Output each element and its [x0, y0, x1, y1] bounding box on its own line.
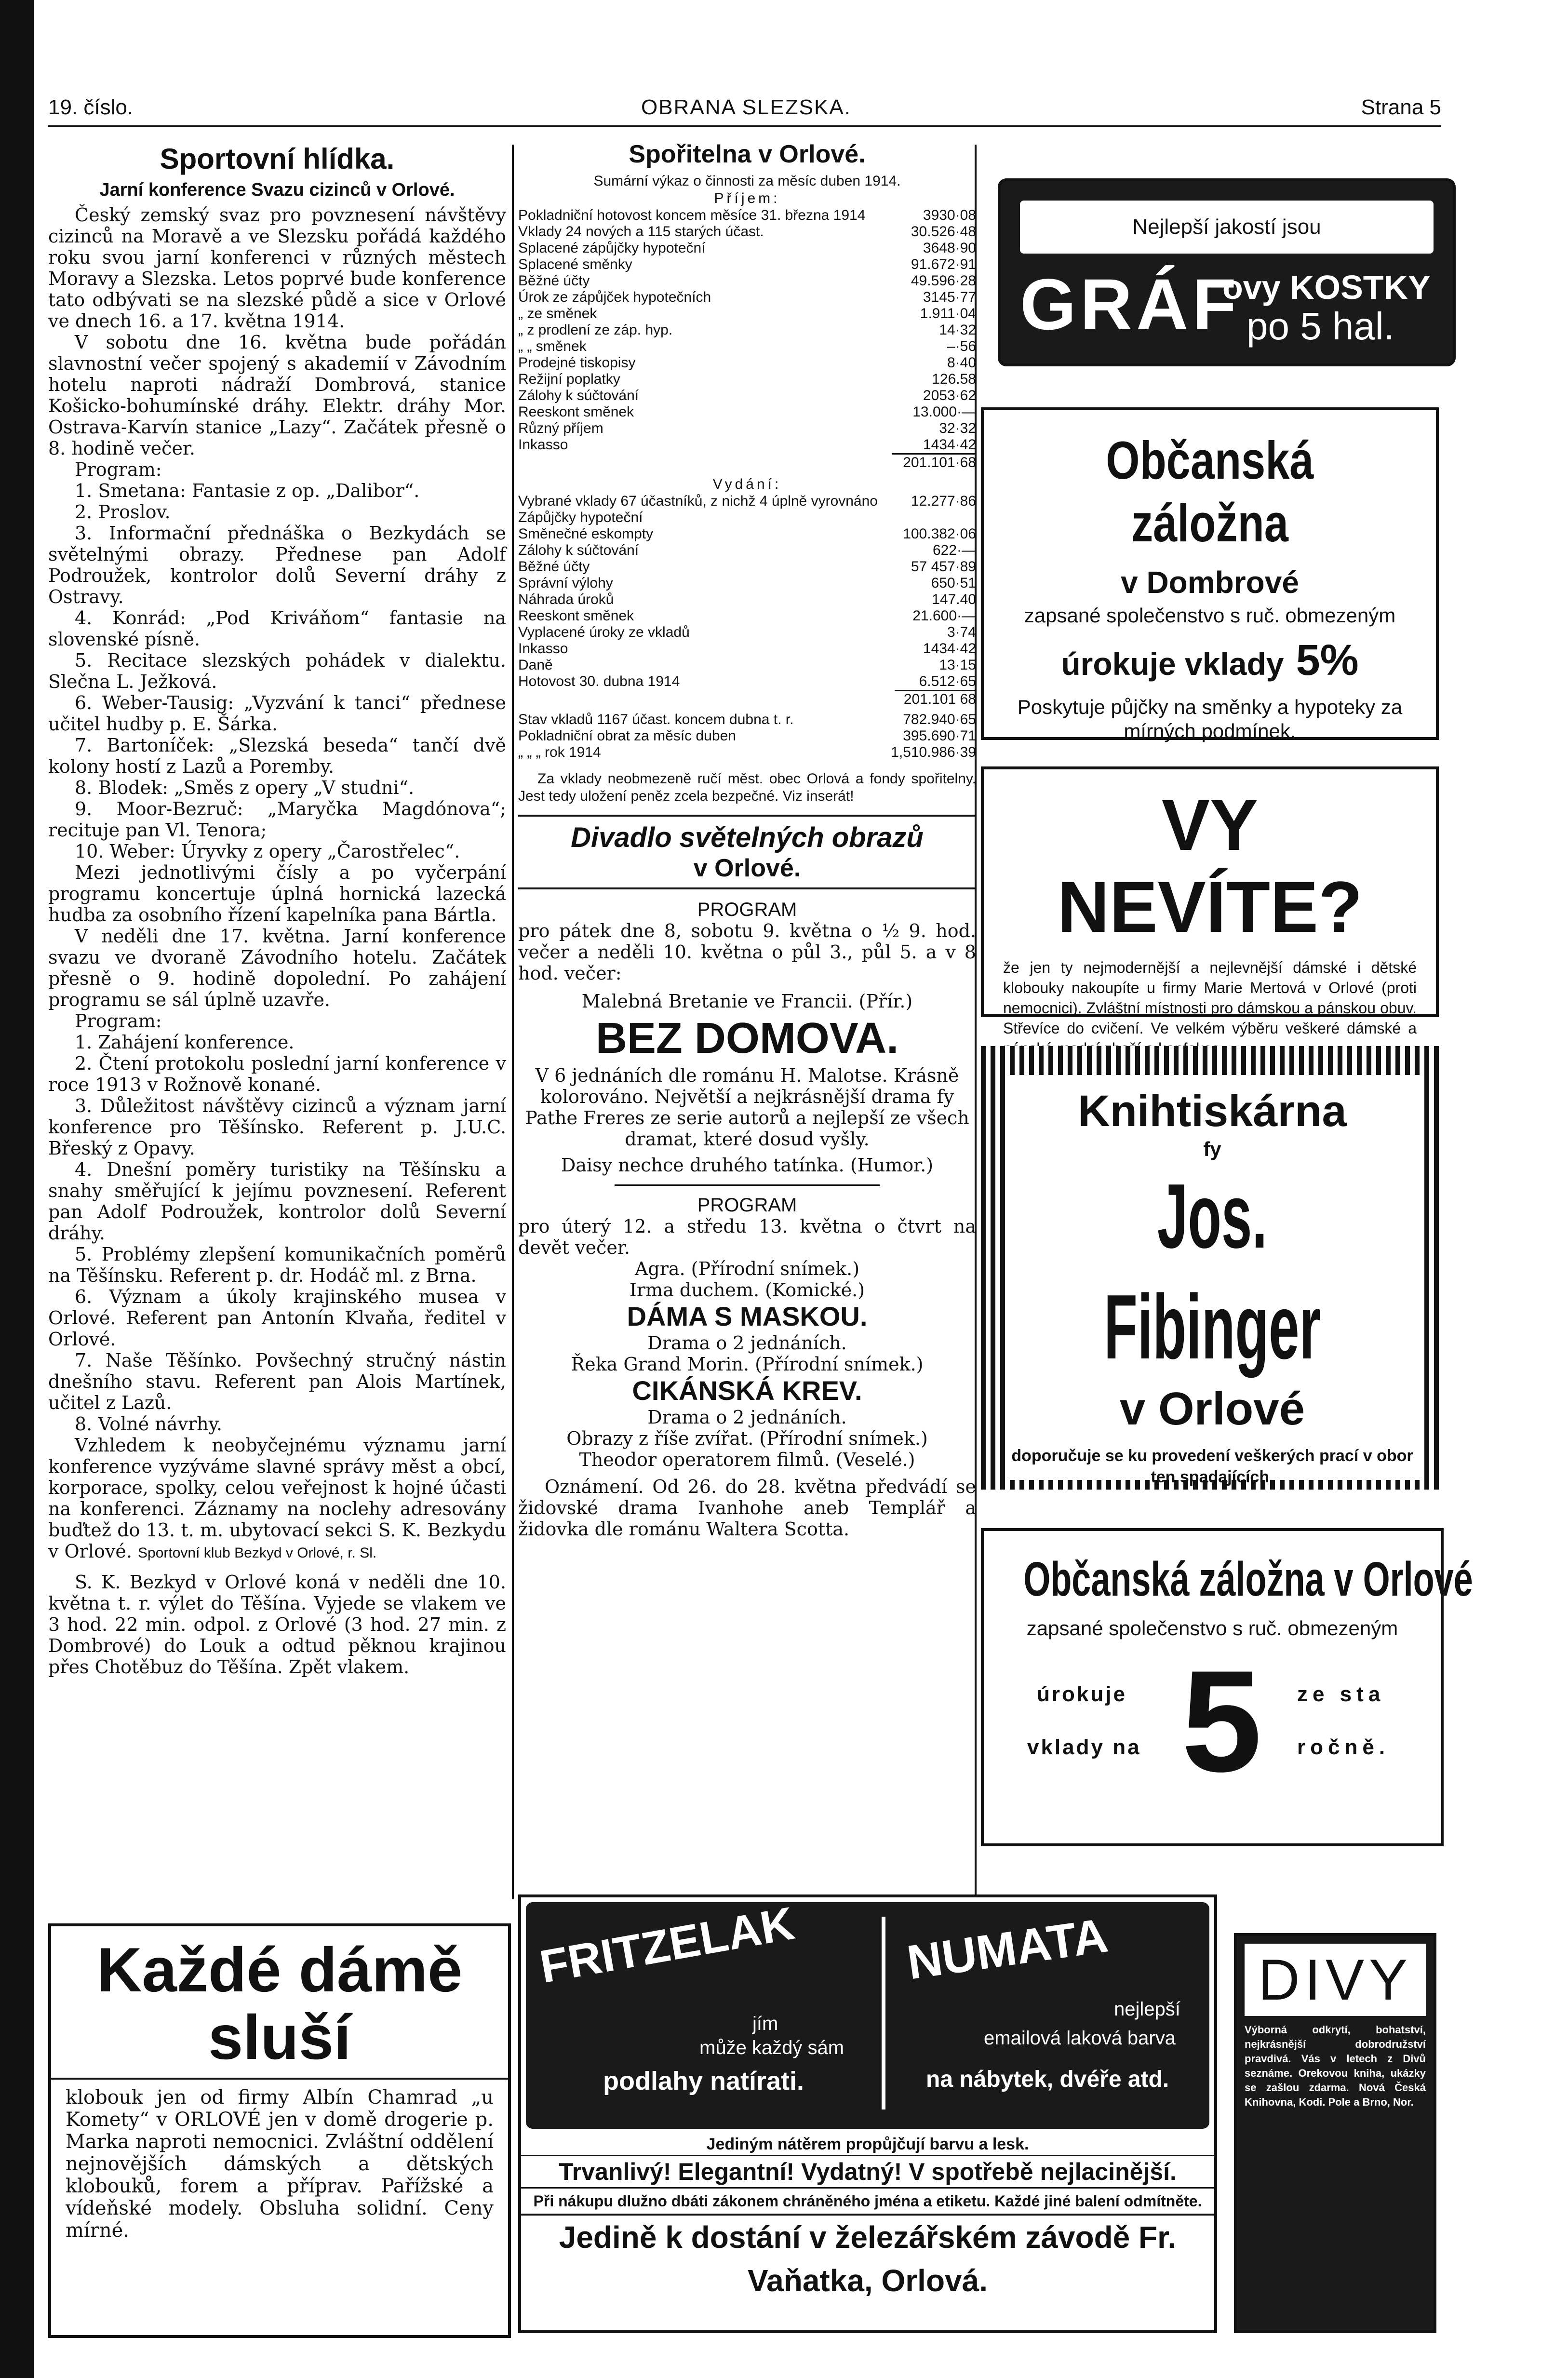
program-item: 6. Weber-Tausig: „Vyzvání k tanci“ přednese učitel hudby p. E. Šárka.	[48, 692, 506, 735]
program-item: 2. Proslov.	[75, 501, 171, 523]
table-row	[518, 559, 976, 575]
row-label: Splacené směnky	[518, 256, 632, 272]
cinema-item: Obrazy z říše zvířat. (Přírodní snímek.)	[566, 1428, 928, 1449]
fritzelak-brand: FRITZELAK	[536, 1897, 798, 1993]
page-number: Strana 5	[1361, 95, 1441, 119]
ad-fritzelak	[518, 1894, 1217, 2333]
table-row	[518, 493, 976, 510]
row-value: 12.277·86	[911, 493, 976, 509]
film-feature: DÁMA S MASKOU.	[627, 1301, 868, 1331]
numata-text: emailová laková barva	[984, 2028, 1176, 2049]
cinema-item: Malebná Bretanie ve Francii. (Přír.)	[581, 991, 913, 1012]
row-label: Vyplacené úroky ze vkladů	[518, 624, 690, 640]
row-label: Reeskont směnek	[518, 404, 634, 420]
sport-paragraph: V sobotu dne 16. května bude pořádán slavnostní večer spojený s akademií v Závodním hotelu naproti nádraží Dombrová, stanice Košicko-bohumínské dráhy. Elektr. dráhy Mor. Ostrava-Karvín stanice „Lazy“. Začátek přesně o 8. hodině večer.	[48, 332, 506, 459]
row-label: Vklady 24 nových a 115 starých účast.	[518, 224, 764, 240]
table-row	[518, 404, 976, 420]
zalozna-name: Občanská záložna v Orlové	[1023, 1552, 1473, 1606]
cinema-announcement: Oznámení. Od 26. do 28. května předvádí se židovské drama Ivanhohe aneb Templář a židovka dle románu Waltera Scotta.	[518, 1476, 976, 1540]
row-value: 57 457·89	[911, 559, 976, 575]
table-row	[518, 322, 976, 338]
row-label: Úrok ze zápůjček hypotečních	[518, 289, 711, 305]
program-item: 7. Naše Těšínko. Povšechný stručný nástin dnešního stavu. Referent pan Alois Martínek, učitel z Lazů.	[48, 1350, 506, 1413]
cinema-item: Daisy nechce druhého tatínka. (Humor.)	[561, 1155, 934, 1176]
film-description: V 6 jednáních dle románu H. Malotse. Krásně kolorováno. Největší a nejkrásnější drama fy Pathe Freres ze serie autorů a nejlepší ze všech dramat, které dosud vyšly.	[525, 1065, 969, 1150]
row-label: Hotovost 30. dubna 1914	[518, 673, 680, 689]
fibinger-fy: fy	[1203, 1138, 1221, 1160]
sport-paragraph	[48, 1435, 506, 1562]
ad-nevite	[981, 766, 1439, 1037]
row-value: 49.596·28	[911, 273, 976, 289]
ad-headline: Každé dámě	[96, 1935, 463, 2005]
table-row	[518, 624, 976, 641]
graf-suffix: ovy KOSTKY	[1222, 269, 1431, 306]
zalozna-rate-label: ročně.	[1297, 1735, 1390, 1759]
program-item: 3. Informační přednáška o Bezkydách se světelnými obrazy. Přednese pan Adolf Podroužek, kontrolor dolů Severní dráhy z Ostravy.	[48, 523, 506, 607]
row-label: Splacené zápůjčky hypoteční	[518, 240, 706, 256]
row-value: 2053·62	[923, 388, 976, 403]
row-label: Směnečné eskompty	[518, 526, 654, 542]
graf-price: po 5 hal.	[1246, 305, 1394, 348]
zalozna-line: zapsané společenstvo s ruč. obmezeným	[1024, 604, 1396, 627]
table-row	[518, 273, 976, 289]
table-row	[518, 420, 976, 437]
table-row	[518, 240, 976, 256]
graf-top: Nejlepší jakostí jsou	[1020, 201, 1434, 254]
program-label: PROGRAM	[697, 1195, 797, 1216]
income-label: Příjem:	[714, 190, 780, 206]
row-label: Pokladniční obrat za měsíc duben	[518, 728, 736, 744]
sport-subtitle: Jarní konference Svazu cizinců v Orlové.	[99, 180, 455, 200]
program-item: 1. Smetana: Fantasie z op. „Dalibor“.	[75, 480, 420, 501]
table-row	[518, 657, 976, 673]
row-value: 6.512·65	[919, 673, 976, 689]
table-row	[518, 256, 976, 273]
appeal-text: Vzhledem k neobyčejnému významu jarní konference vyzýváme slavné správy měst a obcí, korporace, spolky, celou veřejnost k hojné účasti na konferenci. Záznamy na noclehy adresovány buďtež do 13. t. m. ubytovací sekci S. K. Bezkydu v Orlové.	[48, 1435, 506, 1562]
nevite-body: že jen ty nejmodernější a nejlevnější dámské i dětské klobouky nakoupíte u firmy Marie Mertová v Orlové (proti nemocnici). Zvláštní místnosti pro dámskou a pánskou obuv. Střevíce do cvičení. Ve velkém výběru veškeré dámské a	[1003, 959, 1417, 1037]
row-value: 21.600·—	[912, 608, 976, 624]
summary-table	[518, 712, 976, 761]
film-feature: BEZ DOMOVA.	[595, 1014, 899, 1062]
expense-table	[518, 493, 976, 708]
fritzelak-line: Trvanlivý! Elegantní! Vydatný! V spotřebě nejlacinější.	[521, 2155, 1214, 2189]
table-row	[518, 371, 976, 388]
row-label: Náhrada úroků	[518, 591, 614, 607]
program-item: 3. Důležitost návštěvy cizinců a význam jarní konference pro Těšínsko. Referent p. J.U.C. Břeský z Opavy.	[48, 1095, 506, 1159]
row-value: 91.672·91	[911, 256, 976, 272]
table-row	[518, 207, 976, 224]
program-item: 9. Moor-Bezruč: „Maryčka Magdónova“; recituje pan Vl. Tenora;	[48, 798, 506, 841]
program-item: 4. Dnešní poměry turistiky na Těšínsku a snahy směřující k jejímu povznesení. Referent pan Adolf Podroužek, kontrolor dolů Severní dráhy.	[48, 1159, 506, 1244]
row-value: 3145·77	[923, 289, 976, 305]
scan-edge	[0, 0, 34, 2378]
zalozna-rate: 5%	[1296, 636, 1359, 685]
table-row	[518, 673, 976, 691]
cinema-item: Řeka Grand Morin. (Přírodní snímek.)	[571, 1354, 924, 1375]
row-label: Reeskont směnek	[518, 608, 634, 624]
zalozna-rate: 5	[1181, 1640, 1262, 1802]
row-label: „ „ „ rok 1914	[518, 744, 601, 760]
program-item: 8. Volné návrhy.	[75, 1413, 223, 1435]
savings-title: Spořitelna v Orlové.	[629, 140, 866, 168]
row-label: „ „ směnek	[518, 338, 587, 354]
expense-total: 201.101 68	[895, 691, 976, 708]
table-row	[518, 437, 976, 454]
cinema-item: Theodor operatorem filmů. (Veselé.)	[579, 1449, 915, 1470]
program-label: Program:	[75, 1010, 162, 1032]
row-value: 13.000·—	[912, 404, 976, 420]
ad-zalozna-dombrova	[981, 407, 1439, 740]
film-feature: CIKÁNSKÁ KREV.	[632, 1375, 862, 1406]
divy-title: DIVY	[1245, 1944, 1426, 2016]
row-label: Zálohy k súčtování	[518, 542, 639, 558]
row-value	[895, 510, 976, 526]
row-value: 3·74	[947, 624, 976, 640]
sport-title: Sportovní hlídka.	[160, 143, 395, 175]
fritzelak-text: jím	[752, 2013, 778, 2034]
table-row	[518, 744, 976, 761]
program-label: PROGRAM	[697, 899, 797, 920]
table-row	[518, 728, 976, 744]
table-row	[518, 575, 976, 591]
row-label: Vybrané vklady 67 účastníků, z nichž 4 úplně vyrovnáno	[518, 493, 878, 509]
sport-paragraph: S. K. Bezkyd v Orlové koná v neděli dne 10. května t. r. výlet do Těšína. Vyjede se vlakem ve 3 hod. 22 min. odpol. z Orlové (3 hod. 27 min. z Dombrové) do Louk a odtud pěknou krajinou přes Chotěbuz do Těšína. Zpět vlakem.	[48, 1572, 506, 1678]
sport-paragraph: Mezi jednotlivými čísly a po vyčerpání programu koncertuje úplná hornická lazecká hudba za osobního řízení kapelníka pana Bártla.	[48, 862, 506, 926]
page-header	[48, 92, 1441, 127]
table-row	[518, 510, 976, 526]
row-value: 147.40	[932, 591, 976, 607]
table-row	[518, 355, 976, 371]
program-item: 1. Zahájení konference.	[75, 1032, 295, 1053]
graf-brand: GRÁF	[1020, 264, 1240, 345]
savings-note: Za vklady neobmezeně ručí měst. obec Orlová a fondy spořitelny. Jest tedy uložení peněz zcela bezpečné. Viz inserát!	[518, 771, 976, 804]
fritzelak-line: Jedině k dostání v železářském závodě Fr. Vaňatka, Orlová.	[521, 2214, 1214, 2302]
program-item: 5. Problémy zlepšení komunikačních poměrů na Těšínsku. Referent p. dr. Hodáč ml. z Brna.	[48, 1244, 506, 1286]
zalozna-place: v Dombrové	[1121, 565, 1299, 600]
row-label: Zálohy k súčtování	[518, 388, 639, 403]
row-label: Běžné účty	[518, 273, 590, 289]
row-value: 1,510.986·39	[891, 744, 976, 760]
cinema-title: Divadlo světelných obrazů	[571, 822, 924, 853]
ad-graf	[998, 178, 1456, 366]
zalozna-rate-label: úrokuje	[1037, 1682, 1127, 1706]
ad-zalozna-orlova	[981, 1528, 1473, 1846]
row-label: Pokladniční hotovost koncem měsíce 31. března 1914	[518, 207, 866, 223]
row-value: 32·32	[939, 420, 976, 436]
numata-text: nejlepší	[1114, 1999, 1180, 2020]
income-table	[518, 207, 976, 471]
program-label: Program:	[75, 459, 162, 480]
ad-divy	[1234, 1933, 1436, 2333]
table-row	[518, 388, 976, 404]
issue-number: 19. číslo.	[48, 95, 134, 119]
table-row	[518, 289, 976, 306]
table-row	[518, 542, 976, 559]
cinema-intro: pro pátek dne 8, sobotu 9. května o ½ 9. hod. večer a neděli 10. května o půl 3., půl 5. a v 8 hod. večer:	[518, 920, 976, 984]
row-value: 13·15	[939, 657, 976, 673]
ad-body: klobouk jen od firmy Albín Chamrad „u Komety“ v ORLOVÉ jen v domě drogerie p. Marka naproti nemocnici. Zvláštní oddělení nejnovějších dámských a dětských klobouků, forem a příprav. Pařížské a vídeňské modely. Obsluha solidní. Ceny mírné.	[66, 2086, 494, 2242]
table-row	[518, 224, 976, 240]
fritzelak-line: Při nákupu dlužno dbáti zákonem chráněného jména a etiketu. Každé jiné balení odmítněte.	[533, 2192, 1202, 2210]
row-value: 3930·08	[923, 207, 976, 223]
fritzelak-text: podlahy natírati.	[603, 2067, 804, 2096]
appeal-signature: Sportovní klub Bezkyd v Orlové, r. Sl.	[138, 1545, 377, 1561]
zalozna-line: zapsané společenstvo s ruč. obmezeným	[1026, 1617, 1398, 1639]
row-value: 14·32	[939, 322, 976, 338]
row-label: Režijní poplatky	[518, 371, 620, 387]
row-value: 30.526·48	[911, 224, 976, 240]
numata-brand: NUMATA	[904, 1908, 1112, 1990]
row-value: 100.382·06	[903, 526, 976, 542]
row-label: Správní výlohy	[518, 575, 613, 591]
row-label: Prodejné tiskopisy	[518, 355, 636, 371]
program-item: 5. Recitace slezských pohádek v dialektu. Slečna L. Ježková.	[48, 650, 506, 692]
row-label: Zápůjčky hypoteční	[518, 510, 643, 525]
row-value: –·56	[947, 338, 976, 354]
table-row	[518, 712, 976, 728]
column-rule-1	[512, 145, 514, 1899]
income-total: 201.101·68	[892, 454, 976, 471]
film-description: Drama o 2 jednáních.	[647, 1332, 847, 1354]
row-value: 126.58	[932, 371, 976, 387]
row-value: 8·40	[947, 355, 976, 371]
row-label: Různý příjem	[518, 420, 603, 436]
sport-column	[48, 140, 506, 1678]
row-label: „ ze směnek	[518, 306, 597, 322]
row-value: 782.940·65	[903, 712, 976, 727]
row-value: 1.911·04	[920, 306, 976, 322]
table-row	[518, 641, 976, 657]
sport-paragraph: V neděli dne 17. května. Jarní konference svazu ve dvoraně Závodního hotelu. Začátek přesně o 9. hodině dopolední. Po zahájení programu se sál úplně uzavře.	[48, 926, 506, 1010]
cinema-subtitle: v Orlové.	[693, 854, 801, 882]
program-item: 4. Konrád: „Pod Kriváňom“ fantasie na slovenské písně.	[48, 607, 506, 650]
table-row	[518, 526, 976, 542]
row-label: Daně	[518, 657, 553, 673]
table-row	[518, 591, 976, 608]
row-value: 395.690·71	[903, 728, 976, 744]
program-item: 8. Blodek: „Směs z opery „V studni“.	[75, 777, 415, 798]
row-label: Inkasso	[518, 641, 568, 657]
fritzelak-text: může každý sám	[699, 2037, 844, 2058]
fritzelak-line: Jediným nátěrem propůjčují barvu a lesk.	[706, 2135, 1029, 2153]
ad-fibinger	[981, 1046, 1444, 1490]
cinema-item: Irma duchem. (Komické.)	[629, 1279, 865, 1301]
table-row	[518, 306, 976, 322]
program-item: 7. Bartoníček: „Slezská beseda“ tančí dvě kolony hostí z Lazů a Poremby.	[48, 735, 506, 777]
ad-headline: sluší	[208, 2002, 351, 2072]
nevite-headline: VY NEVÍTE?	[1057, 784, 1363, 947]
row-value: 3648·90	[923, 240, 976, 256]
row-label: „ z prodlení ze záp. hyp.	[518, 322, 673, 338]
program-item: 2. Čtení protokolu poslední jarní konference v roce 1913 v Rožnově konané.	[48, 1053, 506, 1095]
zalozna-rate-label: ze sta	[1297, 1682, 1385, 1706]
savings-subtitle: Sumární výkaz o činnosti za měsíc duben 1914.	[593, 173, 901, 189]
row-value: 1434·42	[923, 641, 976, 657]
numata-text: na nábytek, dvéře atd.	[926, 2067, 1169, 2092]
row-label: Stav vkladů 1167 účast. koncem dubna t. r.	[518, 712, 794, 727]
fibinger-slogan: doporučuje se ku provedení veškerých prací v obor ten spadajících.	[1011, 1447, 1413, 1486]
row-label: Inkasso	[518, 437, 568, 453]
table-row	[518, 608, 976, 624]
row-value: 650·51	[931, 575, 976, 591]
program-item: 6. Význam a úkoly krajinského musea v Orlové. Referent pan Antonín Klvaňa, ředitel v Orlové.	[48, 1286, 506, 1350]
zalozna-name: Občanská záložna	[1106, 431, 1314, 553]
zalozna-rate-label: vklady na	[1027, 1735, 1141, 1759]
cinema-item: Agra. (Přírodní snímek.)	[634, 1258, 860, 1279]
row-value: 1434·42	[923, 437, 976, 453]
ad-chamrad	[48, 1923, 511, 2338]
fibinger-place: v Orlové	[1119, 1383, 1305, 1435]
row-value: 622·—	[932, 542, 976, 558]
zalozna-rate-label: úrokuje vklady	[1061, 646, 1284, 682]
film-description: Drama o 2 jednáních.	[647, 1407, 847, 1428]
fibinger-name: Jos. Fibinger	[1104, 1165, 1321, 1378]
table-row	[518, 338, 976, 355]
cinema-intro: pro úterý 12. a středu 13. května o čtvrt na devět večer.	[518, 1216, 976, 1258]
sport-paragraph: Český zemský svaz pro povznesení návštěvy cizinců na Moravě a ve Slezsku pořádá každého roku svou jarní konferenci v různých městech Moravy a Slezska. Letos poprvé bude konference tato odbývati se na slezské půdě a sice v Orlové ve dnech 16. a 17. května 1914.	[48, 204, 506, 332]
fibinger-title: Knihtiskárna	[1078, 1087, 1347, 1136]
newspaper-title: OBRANA SLEZSKA.	[641, 95, 851, 119]
divy-text: Výborná odkrytí, bohatství, nejkrásnější dobrodružství pravdivá. Vás v letech z Divů seznáme. Orekovou kniha, ukázky se zašlou zdarma. Nová Česká Knihovna, Kodi. Pole a Brno, Nor.	[1245, 2024, 1426, 2108]
zalozna-loans: Poskytuje půjčky na směnky a hypoteky za mírných podmínek.	[1017, 696, 1403, 742]
row-label: Běžné účty	[518, 559, 590, 575]
savings-column	[518, 140, 976, 1540]
expense-label: Vydání:	[712, 476, 782, 492]
program-item: 10. Weber: Úryvky z opery „Čarostřelec“.	[75, 841, 460, 862]
